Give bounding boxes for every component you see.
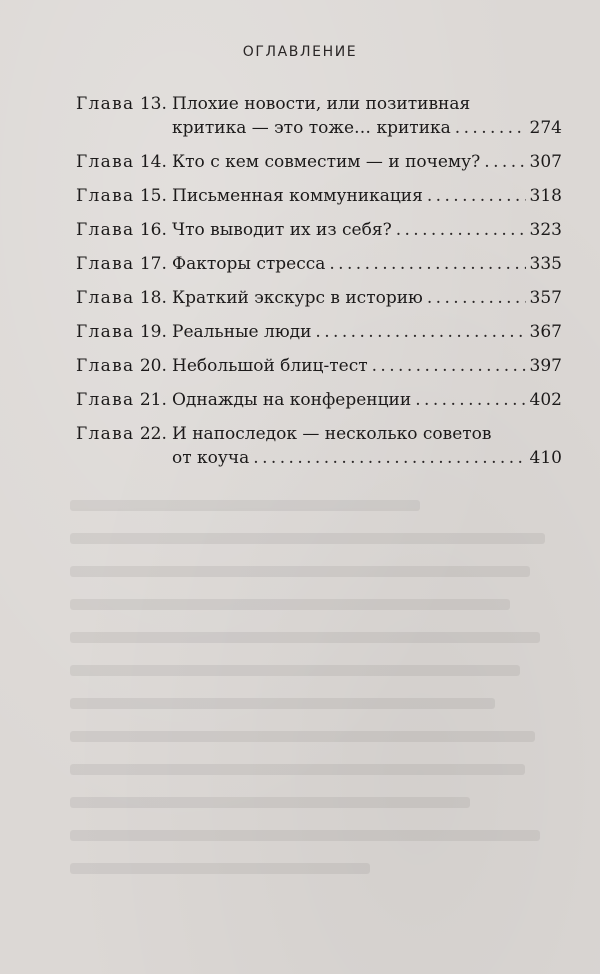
dot-leader [396, 218, 526, 242]
chapter-label [76, 252, 172, 276]
toc-entry [76, 354, 562, 378]
chapter-label [76, 286, 172, 310]
chapter-label [76, 422, 172, 470]
page-number: 318 [529, 186, 562, 206]
toc-entry [76, 388, 562, 412]
dot-leader [253, 446, 525, 470]
chapter-label [76, 92, 172, 140]
page-number: 335 [529, 254, 562, 274]
chapter-number: 14. [139, 152, 167, 172]
chapter-title: Письменная коммуникация [172, 186, 423, 206]
chapter-label [76, 150, 172, 174]
page-number: 323 [529, 220, 562, 240]
chapter-prefix: Глава [76, 220, 135, 240]
page-number: 410 [529, 448, 562, 468]
chapter-prefix: Глава [76, 424, 135, 444]
page-number: 274 [529, 118, 562, 138]
chapter-number: 18. [139, 288, 167, 308]
dot-leader [455, 116, 526, 140]
toc-entry [76, 218, 562, 242]
chapter-title: Однажды на конференции [172, 390, 412, 410]
dot-leader [415, 388, 525, 412]
page-number: 397 [529, 356, 562, 376]
page-title: ОГЛАВЛЕНИЕ [242, 44, 358, 60]
chapter-number: 15. [139, 186, 167, 206]
chapter-number: 20. [139, 356, 167, 376]
page-number: 367 [529, 322, 562, 342]
chapter-title: И напоследок — несколько советов [172, 424, 492, 444]
chapter-title: Краткий экскурс в историю [172, 288, 423, 308]
chapter-prefix: Глава [76, 186, 135, 206]
chapter-title: от коуча [172, 448, 250, 468]
chapter-number: 19. [139, 322, 167, 342]
chapter-title: Кто с кем совместим — и почему? [172, 152, 481, 172]
chapter-prefix: Глава [76, 254, 135, 274]
chapter-prefix: Глава [76, 390, 135, 410]
chapter-title: Небольшой блиц-тест [172, 356, 368, 376]
table-of-contents [76, 92, 562, 480]
chapter-prefix: Глава [76, 322, 135, 342]
toc-entry [76, 252, 562, 276]
chapter-prefix: Глава [76, 94, 135, 114]
chapter-label [76, 354, 172, 378]
chapter-title: Плохие новости, или позитивная [172, 94, 471, 114]
dot-leader [484, 150, 525, 174]
chapter-label [76, 218, 172, 242]
dot-leader [315, 320, 525, 344]
toc-entry [76, 92, 562, 140]
toc-entry [76, 320, 562, 344]
dot-leader [427, 286, 526, 310]
toc-entry [76, 150, 562, 174]
chapter-title: Реальные люди [172, 322, 312, 342]
dot-leader [329, 252, 525, 276]
chapter-prefix: Глава [76, 152, 135, 172]
chapter-label [76, 320, 172, 344]
chapter-title: Факторы стресса [172, 254, 326, 274]
chapter-title: Что выводит их из себя? [172, 220, 392, 240]
chapter-number: 17. [139, 254, 167, 274]
page-number: 307 [529, 152, 562, 172]
chapter-number: 21. [139, 390, 167, 410]
chapter-number: 16. [139, 220, 167, 240]
dot-leader [372, 354, 526, 378]
dot-leader [427, 184, 526, 208]
toc-entry [76, 184, 562, 208]
chapter-title: критика — это тоже… критика [172, 118, 451, 138]
page-number: 402 [529, 390, 562, 410]
toc-entry [76, 286, 562, 310]
reverse-side-bleed-through [70, 500, 570, 920]
chapter-number: 13. [139, 94, 167, 114]
chapter-label [76, 184, 172, 208]
chapter-prefix: Глава [76, 288, 135, 308]
toc-entry [76, 422, 562, 470]
page-number: 357 [529, 288, 562, 308]
chapter-number: 22. [139, 424, 167, 444]
chapter-label [76, 388, 172, 412]
chapter-prefix: Глава [76, 356, 135, 376]
